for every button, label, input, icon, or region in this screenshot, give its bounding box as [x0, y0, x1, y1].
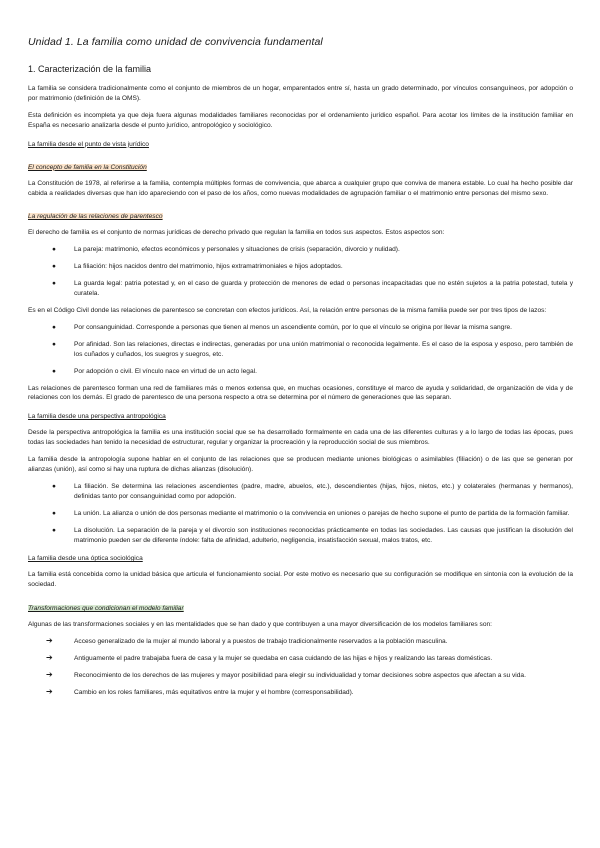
- subsection-heading-juridico: La familia desde el punto de vista jurídico: [28, 140, 149, 148]
- arrow-right-icon: ➔: [46, 636, 53, 646]
- arrow-right-icon: ➔: [46, 686, 53, 696]
- arrow-right-icon: ➔: [46, 653, 53, 663]
- bullet-icon: ●: [52, 323, 56, 331]
- paragraph: La familia se considera tradicionalmente como el conjunto de miembros de un hogar, emparentados entre sí, hasta un grado determinado, por vínculos consanguíneos, por adopción o por matrimonio (definición de la OMS).: [28, 85, 573, 102]
- list-item: [28, 262, 573, 272]
- subsection-heading-sociologica: La familia desde una óptica sociológica: [28, 555, 143, 563]
- paragraph: La Constitución de 1978, al referirse a la familia, contempla múltiples formas de convivencia, que abarca a cualquier grupo que conviva de manera estable. Lo cual ha hecho posible dar cabida a realidades diversas que han ido apareciendo con el paso de los años, como nuevas modalidades de agrupación familiar o el matrimonio entre personas del mismo sexo.: [28, 179, 573, 197]
- list-item: [28, 654, 573, 664]
- subsection-heading-antropologica: La familia desde una perspectiva antropológica: [28, 413, 166, 421]
- paragraph: Las relaciones de parentesco forman una red de familiares más o menos extensa que, en muchas ocasiones, constituye el marco de ayuda y solidaridad, de organización de vida y de relaciones con los demás. El grado de parentesco de una persona respecto a otra se determina por el número de generaciones que las separan.: [28, 384, 573, 402]
- list-item-text: Por adopción o civil. El vínculo nace en virtud de un acto legal.: [74, 367, 257, 375]
- list-item-text: La filiación. Se determina las relaciones ascendientes (padre, madre, abuelos, etc.), descendientes (hijas, hijos, nietos, etc.) y colaterales (hermanas y hermanos), definidas tanto por consanguinidad como por adopción.: [74, 482, 573, 500]
- bullet-icon: ●: [52, 526, 56, 534]
- list-item: [28, 367, 573, 377]
- paragraph: Es en el Código Civil donde las relaciones de parentesco se concretan con efectos jurídicos. Así, la relación entre personas de la misma familia puede ser por tres tipos de lazos:: [28, 306, 547, 314]
- list-item-text: La filiación: hijos nacidos dentro del matrimonio, hijos extramatrimoniales e hijos adoptados.: [74, 263, 343, 271]
- bullet-icon: ●: [52, 482, 56, 490]
- list-item: [28, 671, 573, 681]
- list-item-text: La disolución. La separación de la pareja y el divorcio son instituciones reconocidas prácticamente en todas las sociedades. Las causas que justifican la disolución del matrimonio pueden ser de diferente índole: falta de afinidad, adulterio, negligencia, insatisfacción sexual, malos tratos, etc.: [74, 526, 573, 544]
- highlighted-heading: Transformaciones que condicionan el modelo familiar: [28, 605, 184, 613]
- arrow-list: [28, 637, 573, 698]
- highlighted-heading: El concepto de familia en la Constitución: [28, 163, 147, 171]
- list-item: [28, 323, 573, 333]
- list-item: [28, 482, 573, 502]
- paragraph: Desde la perspectiva antropológica la familia es una institución social que se ha desarrollado formalmente en cada una de las diferentes culturas y a lo largo de todas las épocas, pues todas las sociedades han tenido la necesidad de estructurar, regular y organizar la procreación y la reproducción social de sus miembros.: [28, 429, 573, 447]
- bullet-list: [28, 482, 573, 546]
- page-title: Unidad 1. La familia como unidad de convivencia fundamental: [28, 36, 323, 48]
- bullet-list: [28, 245, 573, 299]
- list-item-text: Cambio en los roles familiares, más equitativos entre la mujer y el hombre (corresponsabilidad).: [74, 688, 354, 696]
- bullet-icon: ●: [52, 367, 56, 375]
- list-item-text: Antiguamente el padre trabajaba fuera de casa y la mujer se quedaba en casa cuidando de las hijas e hijos y realizando las tareas domésticas.: [74, 655, 493, 663]
- list-item: [28, 688, 573, 698]
- list-item-text: La pareja: matrimonio, efectos económicos y personales y situaciones de crisis (separación, divorcio y nulidad).: [74, 246, 400, 254]
- bullet-icon: ●: [52, 340, 56, 348]
- list-item-text: Reconocimiento de los derechos de las mujeres y mayor posibilidad para elegir su individualidad y tomar decisiones sobre aspectos que afectan a su vida.: [74, 672, 526, 679]
- list-item-text: La guarda legal: patria potestad y, en el caso de guarda y protección de menores de edad o personas incapacitadas que no estén sujetos a la patria potestad, tutela y curatela.: [74, 280, 573, 298]
- paragraph: Esta definición es incompleta ya que deja fuera algunas modalidades familiares reconocidas por el ordenamiento jurídico español. Para acotar los límites de la institución familiar en España es necesario analizarla desde el punto jurídico, antropológico y sociológico.: [28, 111, 573, 129]
- list-item: [28, 637, 573, 647]
- bullet-icon: ●: [52, 509, 56, 517]
- list-item-text: Acceso generalizado de la mujer al mundo laboral y a puestos de trabajo tradicionalmente reservados a la población masculina.: [74, 638, 448, 646]
- bullet-icon: ●: [52, 263, 56, 271]
- arrow-right-icon: ➔: [46, 670, 53, 679]
- list-item-text: Por consanguinidad. Corresponde a personas que tienen al menos un ascendiente común, por lo que el vínculo se origina por llevar la misma sangre.: [74, 323, 513, 331]
- document-page: [28, 36, 573, 705]
- list-item: [28, 526, 573, 546]
- paragraph: La familia está concebida como la unidad básica que articula el funcionamiento social. Por este motivo es necesario que su configuración se modifique en sintonía con la evolución de la sociedad.: [28, 571, 573, 589]
- bullet-icon: ●: [52, 246, 56, 254]
- list-item: [28, 245, 573, 255]
- paragraph: El derecho de familia es el conjunto de normas jurídicas de derecho privado que regulan la familia en todos sus aspectos. Estos aspectos son:: [28, 229, 445, 237]
- section-heading: 1. Caracterización de la familia: [28, 64, 152, 74]
- paragraph: Algunas de las transformaciones sociales y en las mentalidades que se han dado y que contribuyen a una mayor diversificación de los modelos familiares son:: [28, 621, 493, 629]
- paragraph: La familia desde la antropología supone hablar en el conjunto de las relaciones que se producen mediante uniones biológicas o asimilables (filiación) o de las que se generan por alianzas (unión), así como si hay una ruptura de dichas alianzas (disolución).: [28, 456, 573, 474]
- list-item: [28, 340, 573, 360]
- highlighted-heading: La regulación de las relaciones de parentesco: [28, 213, 163, 221]
- list-item-text: Por afinidad. Son las relaciones, directas e indirectas, generadas por una unión matrimonial o reconocida legalmente. Es el caso de la esposa y esposo, pero también de los cuñados y cuñados, los suegros y suegros, etc.: [74, 340, 573, 358]
- list-item-text: La unión. La alianza o unión de dos personas mediante el matrimonio o la convivencia en uniones o parejas de hecho supone el punto de partida de la formación familiar.: [74, 509, 570, 517]
- list-item: [28, 509, 573, 519]
- list-item: [28, 279, 573, 299]
- bullet-list: [28, 323, 573, 377]
- bullet-icon: ●: [52, 280, 56, 288]
